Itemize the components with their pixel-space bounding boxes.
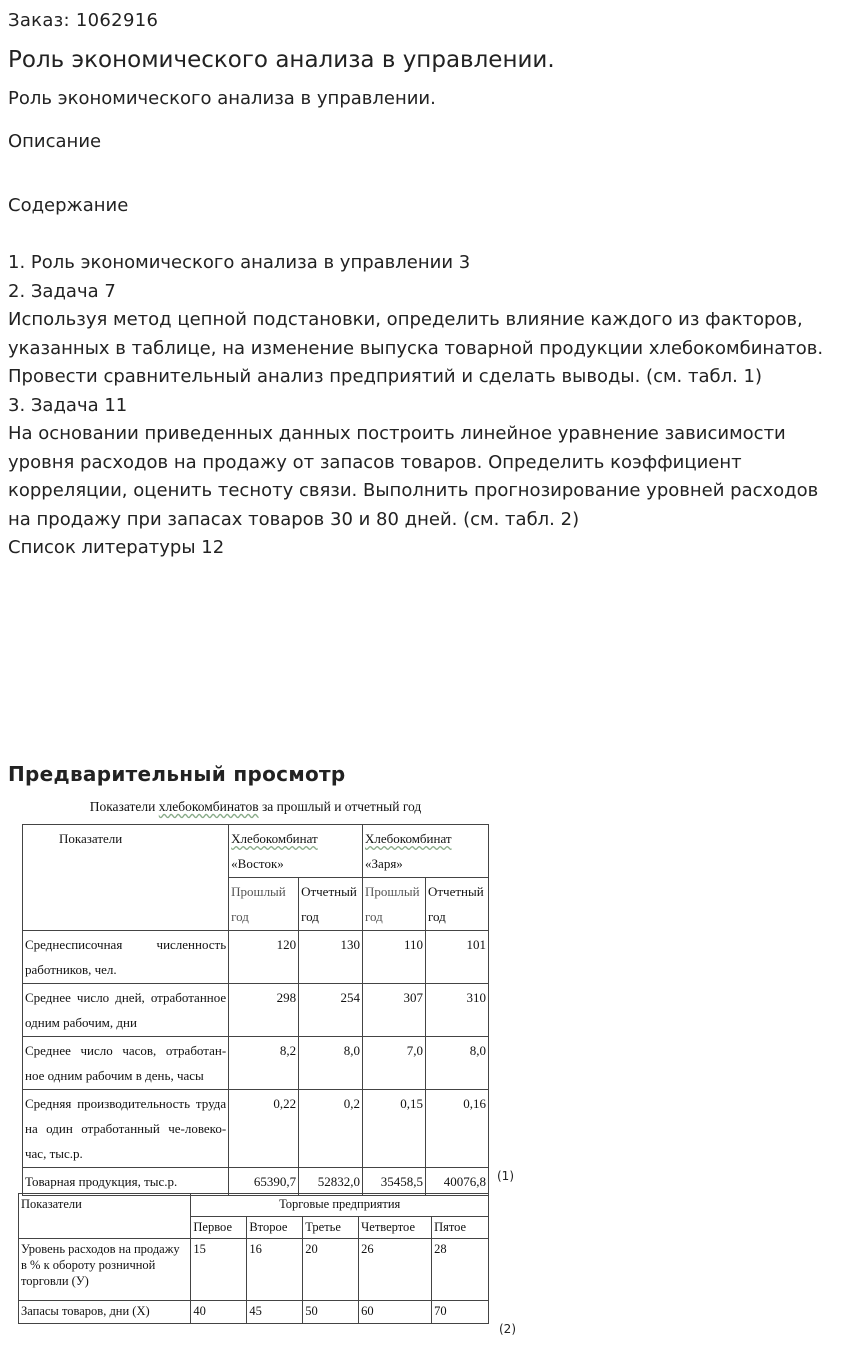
table-header-row xyxy=(23,825,489,878)
row-name: Среднее число дней, отработанное одним рабочим, дни xyxy=(23,984,229,1037)
header-col: Пятое xyxy=(432,1217,489,1239)
row-name: Среднесписочная численность работников, чел. xyxy=(23,931,229,984)
header-col: Третье xyxy=(303,1217,359,1239)
table-row xyxy=(23,984,489,1037)
order-number: Заказ: 1062916 xyxy=(8,10,159,31)
row-name: Товарная продукция, тыс.р. xyxy=(23,1168,229,1196)
contents-line: 3. Задача 11 xyxy=(8,394,128,416)
cell-value: 15 xyxy=(191,1239,247,1301)
header-text: год xyxy=(365,909,383,924)
header-col: Первое xyxy=(191,1217,247,1239)
row-name: Запасы товаров, дни (Х) xyxy=(19,1301,191,1324)
cell-value: 0,16 xyxy=(425,1090,488,1168)
header-indicators: Показатели xyxy=(19,1194,191,1239)
cell-value: 0,15 xyxy=(363,1090,426,1168)
cell-value: 8,0 xyxy=(425,1037,488,1090)
task-text: На основании приведенных данных построить линейное уравнение зависимости уровня расходов на продажу от запасов товаров. Определить коэффициент корреляции, оценить тесноту связи. Выполнить прогнозирование уровней расходов на продажу при запасах товаров 30 и 80 дней. (см. табл. 2) xyxy=(8,423,819,530)
cell-value: 307 xyxy=(363,984,426,1037)
description-label: Описание xyxy=(8,131,102,152)
header-text: год xyxy=(231,909,249,924)
header-text: Прошлый xyxy=(365,884,420,899)
contents-line: 1. Роль экономического анализа в управлении 3 xyxy=(8,252,471,273)
cell-value: 16 xyxy=(247,1239,303,1301)
header-col: Четвертое xyxy=(359,1217,432,1239)
table-row xyxy=(19,1239,489,1301)
header-prev-year xyxy=(363,878,426,931)
header-text: Хлебокомбинат xyxy=(231,831,318,846)
page-subtitle: Роль экономического анализа в управлении. xyxy=(8,88,436,109)
caption-text: хлебокомбинатов xyxy=(158,799,259,814)
page-title: Роль экономического анализа в управлении. xyxy=(8,47,555,73)
header-prev-year xyxy=(229,878,299,931)
contents-heading: Содержание xyxy=(8,195,129,216)
cell-value: 298 xyxy=(229,984,299,1037)
cell-value: 130 xyxy=(299,931,363,984)
caption-text: за прошлый и отчетный год xyxy=(258,799,422,814)
header-zarya xyxy=(363,825,489,878)
cell-value: 65390,7 xyxy=(229,1168,299,1196)
cell-value: 310 xyxy=(425,984,488,1037)
table-row xyxy=(23,931,489,984)
header-vostok xyxy=(229,825,363,878)
caption-text: Показатели xyxy=(89,799,159,814)
header-text: год xyxy=(301,909,319,924)
table2-number: (2) xyxy=(499,1322,516,1336)
cell-value: 40 xyxy=(191,1301,247,1324)
header-indicators: Показатели xyxy=(23,825,229,931)
header-text: Прошлый xyxy=(231,884,286,899)
cell-value: 28 xyxy=(432,1239,489,1301)
cell-value: 20 xyxy=(303,1239,359,1301)
cell-value: 52832,0 xyxy=(299,1168,363,1196)
header-text: «Заря» xyxy=(365,856,403,871)
task-text: Используя метод цепной подстановки, определить влияние каждого из факторов, указанных в таблице, на изменение выпуска товарной продукции хлебокомбинатов. xyxy=(8,309,824,359)
row-name: Уровень расходов на продажу в % к обороту розничной торговли (У) xyxy=(19,1239,191,1301)
cell-value: 50 xyxy=(303,1301,359,1324)
contents-line: Список литературы 12 xyxy=(8,537,225,558)
cell-value: 7,0 xyxy=(363,1037,426,1090)
table-row xyxy=(23,1168,489,1196)
row-name: Средняя производительность труда на один отработанный че-ловеко-час, тыс.р. xyxy=(23,1090,229,1168)
preview-title: Предварительный просмотр xyxy=(8,762,346,786)
task-text: Провести сравнительный анализ предприятий и сделать выводы. (см. табл. 1) xyxy=(8,366,763,387)
cell-value: 8,0 xyxy=(299,1037,363,1090)
table1-caption xyxy=(22,799,489,815)
cell-value: 8,2 xyxy=(229,1037,299,1090)
cell-value: 45 xyxy=(247,1301,303,1324)
cell-value: 0,2 xyxy=(299,1090,363,1168)
cell-value: 101 xyxy=(425,931,488,984)
table-row xyxy=(23,1090,489,1168)
header-text: Отчетный xyxy=(427,884,484,899)
header-text: «Восток» xyxy=(231,856,284,871)
header-curr-year xyxy=(299,878,363,931)
table-1 xyxy=(22,824,489,1196)
cell-value: 254 xyxy=(299,984,363,1037)
cell-value: 120 xyxy=(229,931,299,984)
header-text: Отчетный xyxy=(301,884,357,899)
table-row xyxy=(23,1037,489,1090)
cell-value: 70 xyxy=(432,1301,489,1324)
cell-value: 0,22 xyxy=(229,1090,299,1168)
spacer xyxy=(8,221,838,250)
table-2 xyxy=(18,1193,489,1324)
cell-value: 26 xyxy=(359,1239,432,1301)
cell-value: 60 xyxy=(359,1301,432,1324)
row-name: Среднее число часов, отработан-ное одним рабочим в день, часы xyxy=(23,1037,229,1090)
header-text: Хлебокомбинат xyxy=(365,831,452,846)
header-text: год xyxy=(427,909,446,924)
cell-value: 110 xyxy=(363,931,426,984)
header-group: Торговые предприятия xyxy=(191,1194,489,1217)
cell-value: 40076,8 xyxy=(425,1168,488,1196)
header-col: Второе xyxy=(247,1217,303,1239)
table1-number: (1) xyxy=(497,1169,514,1183)
contents-block xyxy=(8,192,838,563)
table-header-row xyxy=(19,1194,489,1217)
contents-line: 2. Задача 7 xyxy=(8,280,116,302)
cell-value: 35458,5 xyxy=(363,1168,426,1196)
table-row xyxy=(19,1301,489,1324)
header-curr-year xyxy=(425,878,488,931)
